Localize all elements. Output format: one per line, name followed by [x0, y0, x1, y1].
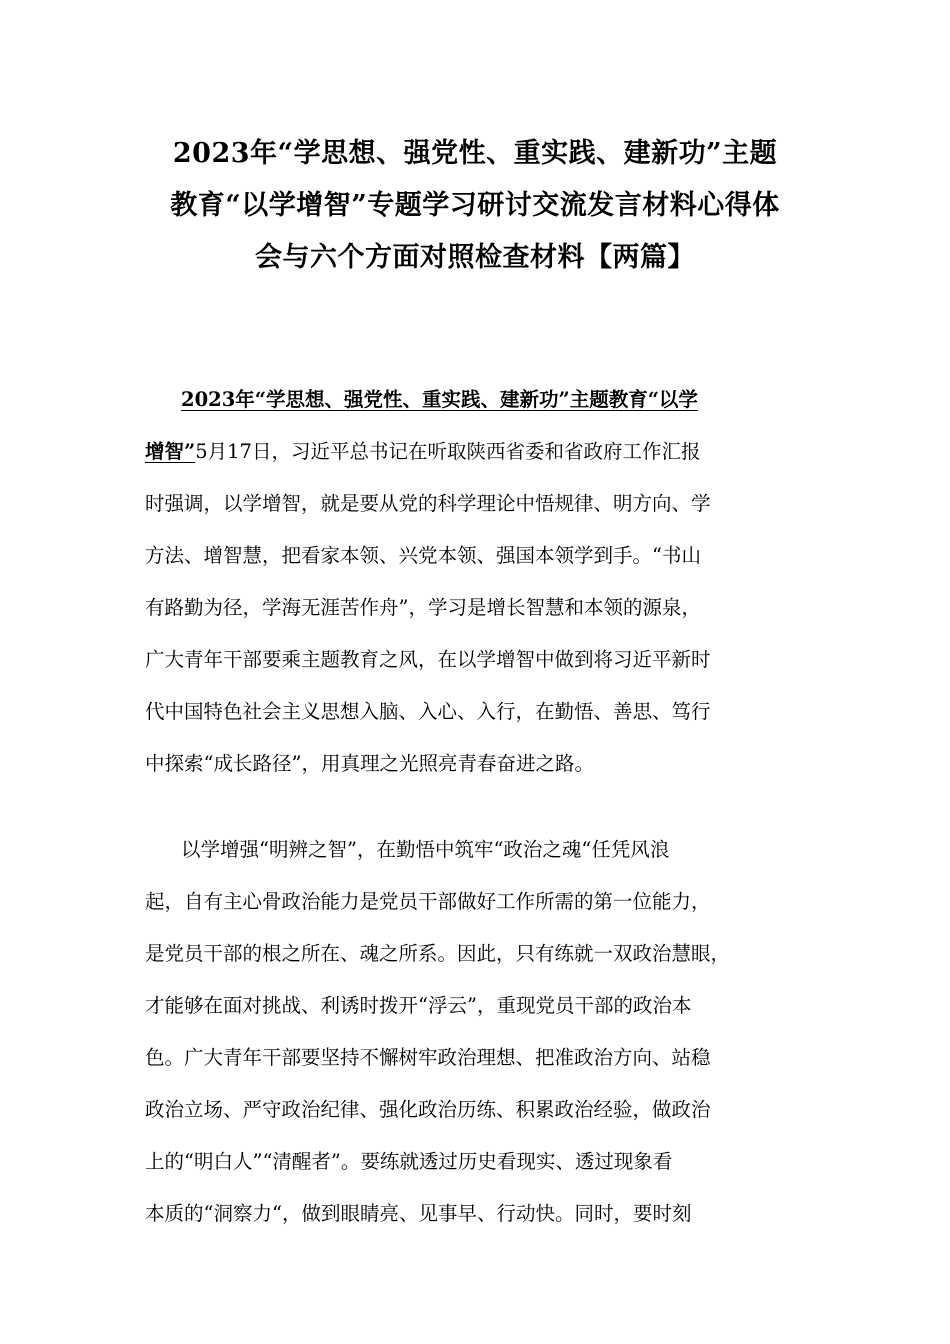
paragraph-2-line-5: 色。广大青年干部要坚持不懈树牢政治理想、把准政治方向、站稳: [145, 1046, 711, 1069]
paragraph-2-line-3: 是党员干部的根之所在、魂之所系。因此，只有练就一双政治慧眼，: [145, 942, 731, 965]
title-line-3: 会与六个方面对照检查材料【两篇】: [255, 242, 695, 273]
paragraph-2-line-1: 以学增强“明辨之智”，在勤悟中筑牢“政治之魂“任凭风浪: [181, 838, 670, 861]
paragraph-1-line-4: 方法、增智慧，把看家本领、兴党本领、强国本领学到手。“书山: [145, 544, 701, 567]
paragraph-1-line-5: 有路勤为径，学海无涯苦作舟”，学习是增长智慧和本领的源泉，: [145, 596, 701, 619]
section-heading-part-1: 2023年“学思想、强党性、重实践、建新功”主题教育“以学: [181, 388, 698, 411]
paragraph-1-line-2-text: 5月17日，习近平总书记在听取陕西省委和省政府工作汇报: [195, 440, 701, 463]
paragraph-2-line-6: 政治立场、严守政治纪律、强化政治历练、积累政治经验，做政治: [145, 1098, 711, 1121]
paragraph-1-line-8: 中探索“成长路径”，用真理之光照亮青春奋进之路。: [145, 752, 594, 775]
document-title: [130, 128, 820, 284]
title-line-1: 2023年“学思想、强党性、重实践、建新功”主题: [172, 138, 778, 169]
paragraph-2-line-7: 上的“明白人”“清醒者”。要练就透过历史看现实、透过现象看: [145, 1150, 673, 1173]
paragraph-2-line-2: 起，自有主心骨政治能力是党员干部做好工作所需的第一位能力，: [145, 890, 711, 913]
paragraph-1-line-2: [145, 426, 825, 478]
paragraph-1-line-1: [145, 374, 825, 426]
paragraph-2-line-4: 才能够在面对挑战、利诱时拨开“浮云”，重现党员干部的政治本: [145, 994, 692, 1017]
section-heading-part-2: 增智”: [145, 440, 196, 463]
paragraph-1: [145, 374, 825, 790]
title-line-2: 教育“以学增智”专题学习研讨交流发言材料心得体: [170, 190, 780, 221]
paragraph-1-line-7: 代中国特色社会主义思想入脑、入心、入行，在勤悟、善思、笃行: [145, 700, 711, 723]
paragraph-2-line-8: 本质的“洞察力“，做到眼睛亮、见事早、行动快。同时，要时刻: [145, 1202, 692, 1225]
paragraph-1-line-3: 时强调，以学增智，就是要从党的科学理论中悟规律、明方向、学: [145, 492, 711, 515]
paragraph-1-line-6: 广大青年干部要乘主题教育之风，在以学增智中做到将习近平新时: [145, 648, 711, 671]
paragraph-2: [145, 824, 825, 1240]
